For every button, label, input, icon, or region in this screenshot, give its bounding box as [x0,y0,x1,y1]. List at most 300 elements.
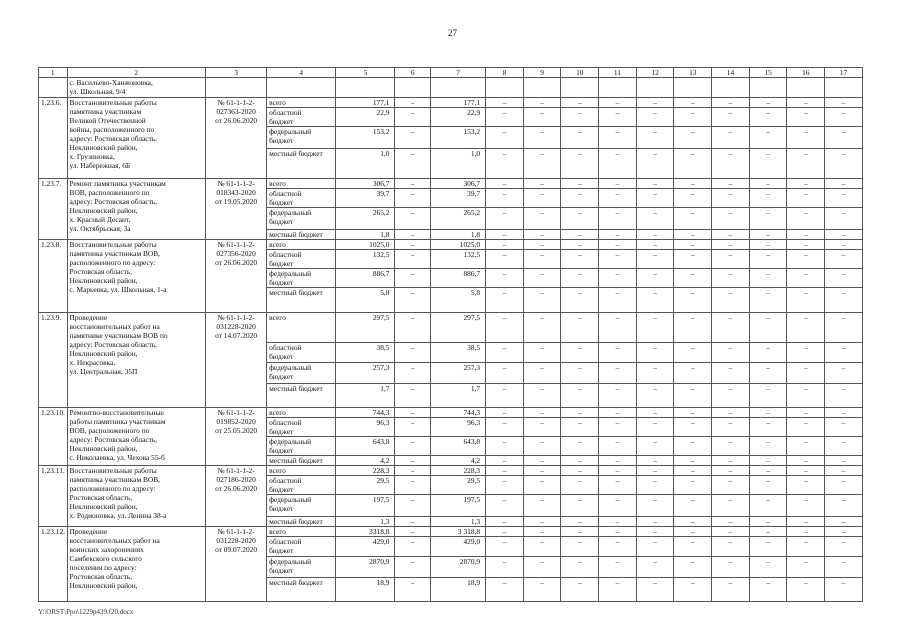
amount-col-13: – [674,578,712,602]
amount-col-14: – [712,189,750,208]
amount-col-9: – [523,208,561,230]
amount-col-7: 886,7 [431,269,486,288]
amount-col-11: – [599,384,637,408]
amount-total: 2870,9 [336,557,395,578]
amount-col-15: – [749,240,787,250]
amount-col-11: – [599,230,637,240]
amount-total: 265,2 [336,208,395,230]
amount-col-9: – [523,149,561,179]
amount-col-17: – [825,313,863,343]
amount-col-12: – [636,343,674,363]
amount-col-6: – [395,466,431,476]
amount-col-15: – [749,476,787,495]
amount-col-15: – [749,363,787,384]
amount-col-14: – [712,208,750,230]
amount-col-15: – [749,108,787,127]
amount-col-17: – [825,108,863,127]
amount-col-13: – [674,98,712,108]
amount-col-11: – [599,466,637,476]
amount-col-8: – [486,149,524,179]
amount-col-15: – [749,437,787,456]
amount-col-7: 29,5 [431,476,486,495]
column-number: 9 [523,68,561,78]
empty-cell [636,78,674,98]
amount-total: 38,5 [336,343,395,363]
amount-col-15: – [749,208,787,230]
amount-col-10: – [561,179,599,189]
amount-col-17: – [825,189,863,208]
amount-col-13: – [674,437,712,456]
amount-col-14: – [712,537,750,557]
amount-col-8: – [486,208,524,230]
amount-col-17: – [825,557,863,578]
amount-col-9: – [523,127,561,149]
amount-col-17: – [825,179,863,189]
amount-col-11: – [599,537,637,557]
amount-col-8: – [486,269,524,288]
amount-col-8: – [486,363,524,384]
amount-col-11: – [599,343,637,363]
empty-cell [712,78,750,98]
amount-total: 306,7 [336,179,395,189]
amount-col-10: – [561,384,599,408]
amount-total: 1,8 [336,230,395,240]
amount-col-16: – [787,495,825,517]
amount-col-15: – [749,517,787,527]
amount-col-10: – [561,408,599,418]
amount-col-11: – [599,517,637,527]
contract-number: № 61-1-1-2- 027186-2020 от 26.06.2020 [206,466,267,527]
amount-col-15: – [749,578,787,602]
amount-col-8: – [486,240,524,250]
amount-col-7: 197,5 [431,495,486,517]
amount-total: 1025,0 [336,240,395,250]
object-name: Проведение восстановительных работ на воинских захоронениях Самбекского сельского поселения по адресу: Ростовская область, Неклиновский район, [67,527,206,602]
amount-col-14: – [712,495,750,517]
amount-col-6: – [395,408,431,418]
amount-col-16: – [787,527,825,537]
budget-source: областной бюджет [267,476,336,495]
amount-col-12: – [636,527,674,537]
amount-col-9: – [523,466,561,476]
amount-col-17: – [825,149,863,179]
amount-col-11: – [599,98,637,108]
amount-col-9: – [523,230,561,240]
amount-col-10: – [561,578,599,602]
amount-col-13: – [674,269,712,288]
amount-total: 3318,8 [336,527,395,537]
amount-col-8: – [486,288,524,313]
budget-source: федеральный бюджет [267,363,336,384]
amount-col-15: – [749,537,787,557]
amount-col-11: – [599,527,637,537]
budget-source: областной бюджет [267,189,336,208]
amount-col-8: – [486,98,524,108]
amount-total: 1,3 [336,517,395,527]
amount-col-10: – [561,98,599,108]
amount-col-7: 265,2 [431,208,486,230]
table-row [39,98,863,108]
amount-col-6: – [395,384,431,408]
amount-col-10: – [561,363,599,384]
budget-source: местный бюджет [267,578,336,602]
amount-col-8: – [486,127,524,149]
amount-col-6: – [395,149,431,179]
amount-col-16: – [787,313,825,343]
column-number: 7 [431,68,486,78]
amount-col-13: – [674,363,712,384]
amount-col-14: – [712,250,750,269]
amount-col-16: – [787,408,825,418]
amount-col-17: – [825,363,863,384]
amount-col-12: – [636,313,674,343]
amount-col-6: – [395,230,431,240]
item-number: 1.23.7. [39,179,68,240]
column-number: 16 [787,68,825,78]
amount-total: 429,0 [336,537,395,557]
amount-total: 1,0 [336,149,395,179]
amount-col-13: – [674,343,712,363]
empty-cell [395,78,431,98]
amount-col-13: – [674,418,712,437]
empty-cell [523,78,561,98]
amount-col-8: – [486,384,524,408]
amount-total: 22,9 [336,108,395,127]
amount-col-17: – [825,456,863,466]
amount-col-7: 306,7 [431,179,486,189]
amount-col-14: – [712,269,750,288]
amount-col-6: – [395,313,431,343]
contract-number: № 61-1-1-2- 019852-2020 от 25.05.2020 [206,408,267,466]
amount-col-7: 153,2 [431,127,486,149]
amount-col-9: – [523,384,561,408]
amount-col-12: – [636,250,674,269]
amount-col-14: – [712,517,750,527]
amount-col-6: – [395,517,431,527]
item-number: 1.23.12. [39,527,68,602]
amount-col-11: – [599,557,637,578]
amount-col-12: – [636,179,674,189]
budget-source: федеральный бюджет [267,269,336,288]
column-number: 12 [636,68,674,78]
empty-cell [674,78,712,98]
amount-col-14: – [712,466,750,476]
amount-col-12: – [636,208,674,230]
amount-col-11: – [599,108,637,127]
amount-col-7: 39,7 [431,189,486,208]
table-row [39,408,863,418]
amount-col-15: – [749,149,787,179]
amount-col-16: – [787,363,825,384]
amount-total: 39,7 [336,189,395,208]
amount-total: 643,8 [336,437,395,456]
amount-col-15: – [749,230,787,240]
column-number: 15 [749,68,787,78]
amount-col-16: – [787,466,825,476]
amount-col-12: – [636,384,674,408]
amount-col-10: – [561,313,599,343]
budget-table [38,67,863,602]
continuation-row [39,78,863,98]
column-number: 13 [674,68,712,78]
amount-col-9: – [523,313,561,343]
amount-col-9: – [523,98,561,108]
amount-col-16: – [787,208,825,230]
object-name: Восстановительные работы памятника участникам Великой Отечественной войны, расположенного по адресу: Ростовская область, Неклиновский район, х. Грузиновка, ул. Набережная, 6Б [67,98,206,179]
amount-col-6: – [395,527,431,537]
budget-source: местный бюджет [267,517,336,527]
amount-col-12: – [636,456,674,466]
amount-col-6: – [395,456,431,466]
item-number: 1.23.10. [39,408,68,466]
amount-col-6: – [395,557,431,578]
amount-col-13: – [674,527,712,537]
amount-col-10: – [561,288,599,313]
amount-col-15: – [749,495,787,517]
budget-source: всего [267,466,336,476]
amount-total: 29,5 [336,476,395,495]
budget-source: всего [267,240,336,250]
amount-col-12: – [636,466,674,476]
amount-col-11: – [599,363,637,384]
amount-col-12: – [636,418,674,437]
amount-col-14: – [712,557,750,578]
amount-col-12: – [636,127,674,149]
budget-source: федеральный бюджет [267,437,336,456]
column-number: 3 [206,68,267,78]
amount-col-16: – [787,288,825,313]
amount-col-11: – [599,179,637,189]
amount-col-9: – [523,189,561,208]
empty-cell [825,78,863,98]
amount-col-16: – [787,108,825,127]
amount-col-16: – [787,578,825,602]
amount-col-9: – [523,557,561,578]
amount-total: 177,1 [336,98,395,108]
amount-col-14: – [712,476,750,495]
amount-col-12: – [636,269,674,288]
amount-col-8: – [486,343,524,363]
amount-col-10: – [561,456,599,466]
amount-col-10: – [561,418,599,437]
empty-cell [431,78,486,98]
amount-col-6: – [395,250,431,269]
amount-col-14: – [712,127,750,149]
amount-col-14: – [712,288,750,313]
amount-col-12: – [636,98,674,108]
amount-col-15: – [749,127,787,149]
contract-number: № 61-1-1-2- 027356-2020 от 26.06.2020 [206,240,267,313]
amount-col-7: 2870,9 [431,557,486,578]
amount-col-10: – [561,557,599,578]
amount-col-7: 1,0 [431,149,486,179]
amount-col-15: – [749,288,787,313]
amount-col-9: – [523,250,561,269]
amount-col-7: 257,3 [431,363,486,384]
amount-col-9: – [523,288,561,313]
amount-col-12: – [636,149,674,179]
amount-col-13: – [674,240,712,250]
amount-col-12: – [636,288,674,313]
amount-col-11: – [599,288,637,313]
amount-col-6: – [395,98,431,108]
amount-col-17: – [825,98,863,108]
amount-col-17: – [825,537,863,557]
amount-col-16: – [787,437,825,456]
amount-col-15: – [749,557,787,578]
amount-col-9: – [523,343,561,363]
amount-col-9: – [523,476,561,495]
amount-col-14: – [712,230,750,240]
object-name: с. Васильево-Ханжоновка, ул. Школьная, 9/4 [67,78,206,98]
amount-col-16: – [787,537,825,557]
amount-col-14: – [712,179,750,189]
amount-total: 4,2 [336,456,395,466]
budget-source: местный бюджет [267,149,336,179]
budget-source: федеральный бюджет [267,557,336,578]
object-name: Ремонтно-восстановительные работы памятника участникам ВОВ, расположенного по адресу: Ростовская область, Неклиновский район, с. Николаевка, ул. Чехова 55-б [67,408,206,466]
amount-col-13: – [674,179,712,189]
amount-col-11: – [599,476,637,495]
amount-col-7: 1,8 [431,230,486,240]
column-number: 5 [336,68,395,78]
item-number: 1.23.8. [39,240,68,313]
amount-col-13: – [674,149,712,179]
contract-number: № 61-1-1-2- 031228-2020 от 09.07.2020 [206,527,267,602]
amount-col-10: – [561,127,599,149]
amount-col-17: – [825,418,863,437]
amount-col-6: – [395,208,431,230]
amount-col-15: – [749,466,787,476]
amount-total: 96,3 [336,418,395,437]
amount-col-12: – [636,495,674,517]
amount-col-12: – [636,108,674,127]
amount-col-9: – [523,456,561,466]
amount-col-11: – [599,418,637,437]
column-number: 2 [67,68,206,78]
amount-col-13: – [674,189,712,208]
amount-col-7: 5,8 [431,288,486,313]
item-number [39,78,68,98]
amount-col-13: – [674,208,712,230]
amount-col-9: – [523,517,561,527]
amount-col-13: – [674,108,712,127]
amount-col-8: – [486,408,524,418]
amount-col-9: – [523,408,561,418]
amount-col-6: – [395,179,431,189]
object-name: Восстановительные работы памятника участникам ВОВ, расположенного по адресу: Ростовская область, Неклиновский район, х. Родионовка, ул. Ленина 38-а [67,466,206,527]
amount-col-15: – [749,250,787,269]
amount-col-11: – [599,495,637,517]
amount-col-9: – [523,437,561,456]
amount-col-12: – [636,189,674,208]
amount-col-10: – [561,240,599,250]
amount-col-8: – [486,517,524,527]
page-number: 27 [448,28,457,38]
amount-col-16: – [787,269,825,288]
amount-col-7: 177,1 [431,98,486,108]
amount-total: 153,2 [336,127,395,149]
amount-col-7: 643,8 [431,437,486,456]
contract-number: № 61-1-1-2- 027363-2020 от 26.06.2020 [206,98,267,179]
column-number: 11 [599,68,637,78]
amount-col-17: – [825,240,863,250]
budget-source: местный бюджет [267,384,336,408]
empty-cell [749,78,787,98]
amount-col-10: – [561,343,599,363]
amount-col-10: – [561,250,599,269]
amount-col-13: – [674,537,712,557]
amount-col-6: – [395,578,431,602]
amount-col-7: 297,5 [431,313,486,343]
amount-col-6: – [395,108,431,127]
amount-col-9: – [523,108,561,127]
amount-col-13: – [674,466,712,476]
amount-col-16: – [787,343,825,363]
amount-col-14: – [712,384,750,408]
amount-col-12: – [636,230,674,240]
amount-col-14: – [712,108,750,127]
amount-col-7: 1025,0 [431,240,486,250]
amount-col-7: 132,5 [431,250,486,269]
budget-source: всего [267,527,336,537]
amount-col-10: – [561,230,599,240]
budget-source: областной бюджет [267,537,336,557]
amount-col-17: – [825,250,863,269]
table-row [39,240,863,250]
amount-col-11: – [599,578,637,602]
amount-col-6: – [395,343,431,363]
amount-col-6: – [395,127,431,149]
amount-col-9: – [523,537,561,557]
amount-col-9: – [523,240,561,250]
amount-col-7: 22,9 [431,108,486,127]
amount-col-13: – [674,250,712,269]
column-number: 17 [825,68,863,78]
amount-col-15: – [749,313,787,343]
amount-col-16: – [787,230,825,240]
amount-total: 5,8 [336,288,395,313]
amount-col-6: – [395,240,431,250]
amount-col-16: – [787,250,825,269]
amount-col-13: – [674,230,712,240]
amount-col-8: – [486,313,524,343]
amount-col-16: – [787,189,825,208]
amount-col-6: – [395,363,431,384]
amount-col-14: – [712,408,750,418]
amount-col-6: – [395,537,431,557]
amount-col-14: – [712,313,750,343]
amount-total: 886,7 [336,269,395,288]
amount-col-12: – [636,408,674,418]
amount-col-11: – [599,149,637,179]
amount-col-8: – [486,495,524,517]
amount-col-12: – [636,363,674,384]
amount-col-12: – [636,557,674,578]
amount-col-9: – [523,418,561,437]
amount-col-7: 1,3 [431,517,486,527]
amount-col-17: – [825,476,863,495]
amount-col-11: – [599,189,637,208]
amount-col-13: – [674,313,712,343]
amount-col-11: – [599,313,637,343]
budget-source: местный бюджет [267,230,336,240]
budget-source: местный бюджет [267,288,336,313]
amount-col-17: – [825,230,863,240]
amount-col-8: – [486,179,524,189]
amount-col-8: – [486,418,524,437]
amount-col-16: – [787,557,825,578]
